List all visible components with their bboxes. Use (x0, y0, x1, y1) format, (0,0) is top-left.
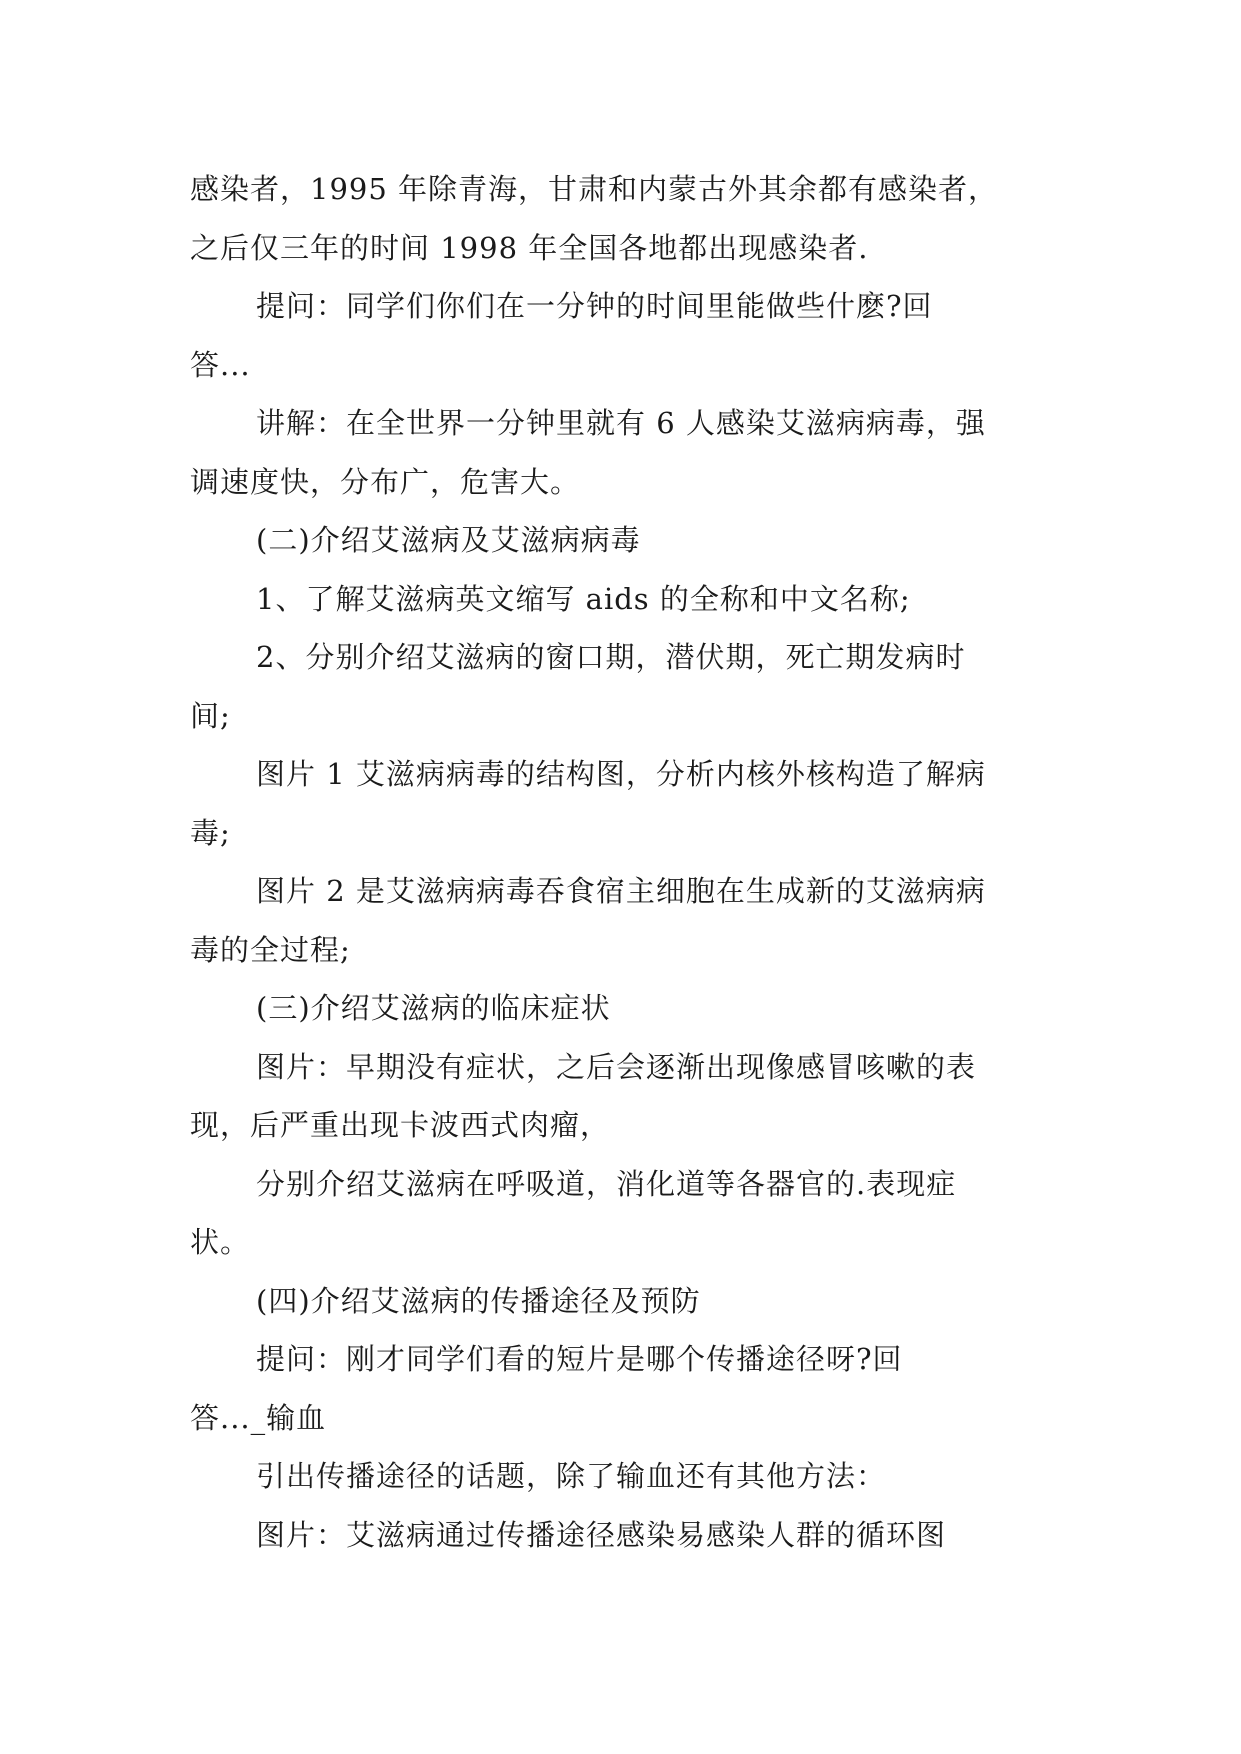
text-line: 调速度快，分布广，危害大。 (190, 464, 581, 499)
text-line: 引出传播途径的话题，除了输血还有其他方法： (256, 1459, 887, 1493)
text-line: 状。 (190, 1225, 251, 1259)
text-line: 图片：早期没有症状，之后会逐渐出现像感冒咳嗽的表 (256, 1049, 977, 1084)
text-line: 毒; (190, 815, 231, 850)
text-line: 答... (190, 347, 251, 382)
text-line: 图片 2 是艾滋病病毒吞食宿主细胞在生成新的艾滋病病 (256, 874, 986, 908)
text-line: 讲解：在全世界一分钟里就有 6 人感染艾滋病病毒，强 (256, 406, 986, 440)
section-heading: (三)介绍艾滋病的临床症状 (256, 991, 611, 1025)
text-line: 图片：艾滋病通过传播途径感染易感染人群的循环图 (256, 1517, 947, 1552)
text-line: 1、了解艾滋病英文缩写 aids 的全称和中文名称; (256, 581, 911, 616)
text-line: 现，后严重出现卡波西式肉瘤， (190, 1108, 611, 1142)
text-line: 感染者，1995 年除青海，甘肃和内蒙古外其余都有感染者， (190, 172, 999, 206)
text-line: 提问：刚才同学们看的短片是哪个传播途径呀?回 (256, 1342, 903, 1376)
text-line: 图片 1 艾滋病病毒的结构图，分析内核外核构造了解病 (256, 757, 986, 791)
text-line: 2、分别介绍艾滋病的窗口期，潜伏期，死亡期发病时 (256, 640, 966, 674)
document-body (190, 160, 1050, 1564)
text-line: 之后仅三年的时间 1998 年全国各地都出现感染者. (190, 230, 869, 265)
text-line: 提问：同学们你们在一分钟的时间里能做些什麽?回 (256, 289, 933, 323)
text-line: 分别介绍艾滋病在呼吸道，消化道等各器官的.表现症 (256, 1166, 957, 1201)
text-line: 答..._输血 (190, 1400, 327, 1435)
text-line: 间; (190, 698, 231, 733)
section-heading: (四)介绍艾滋病的传播途径及预防 (256, 1283, 701, 1318)
text-line: 毒的全过程; (190, 932, 351, 967)
section-heading: (二)介绍艾滋病及艾滋病病毒 (256, 523, 641, 557)
